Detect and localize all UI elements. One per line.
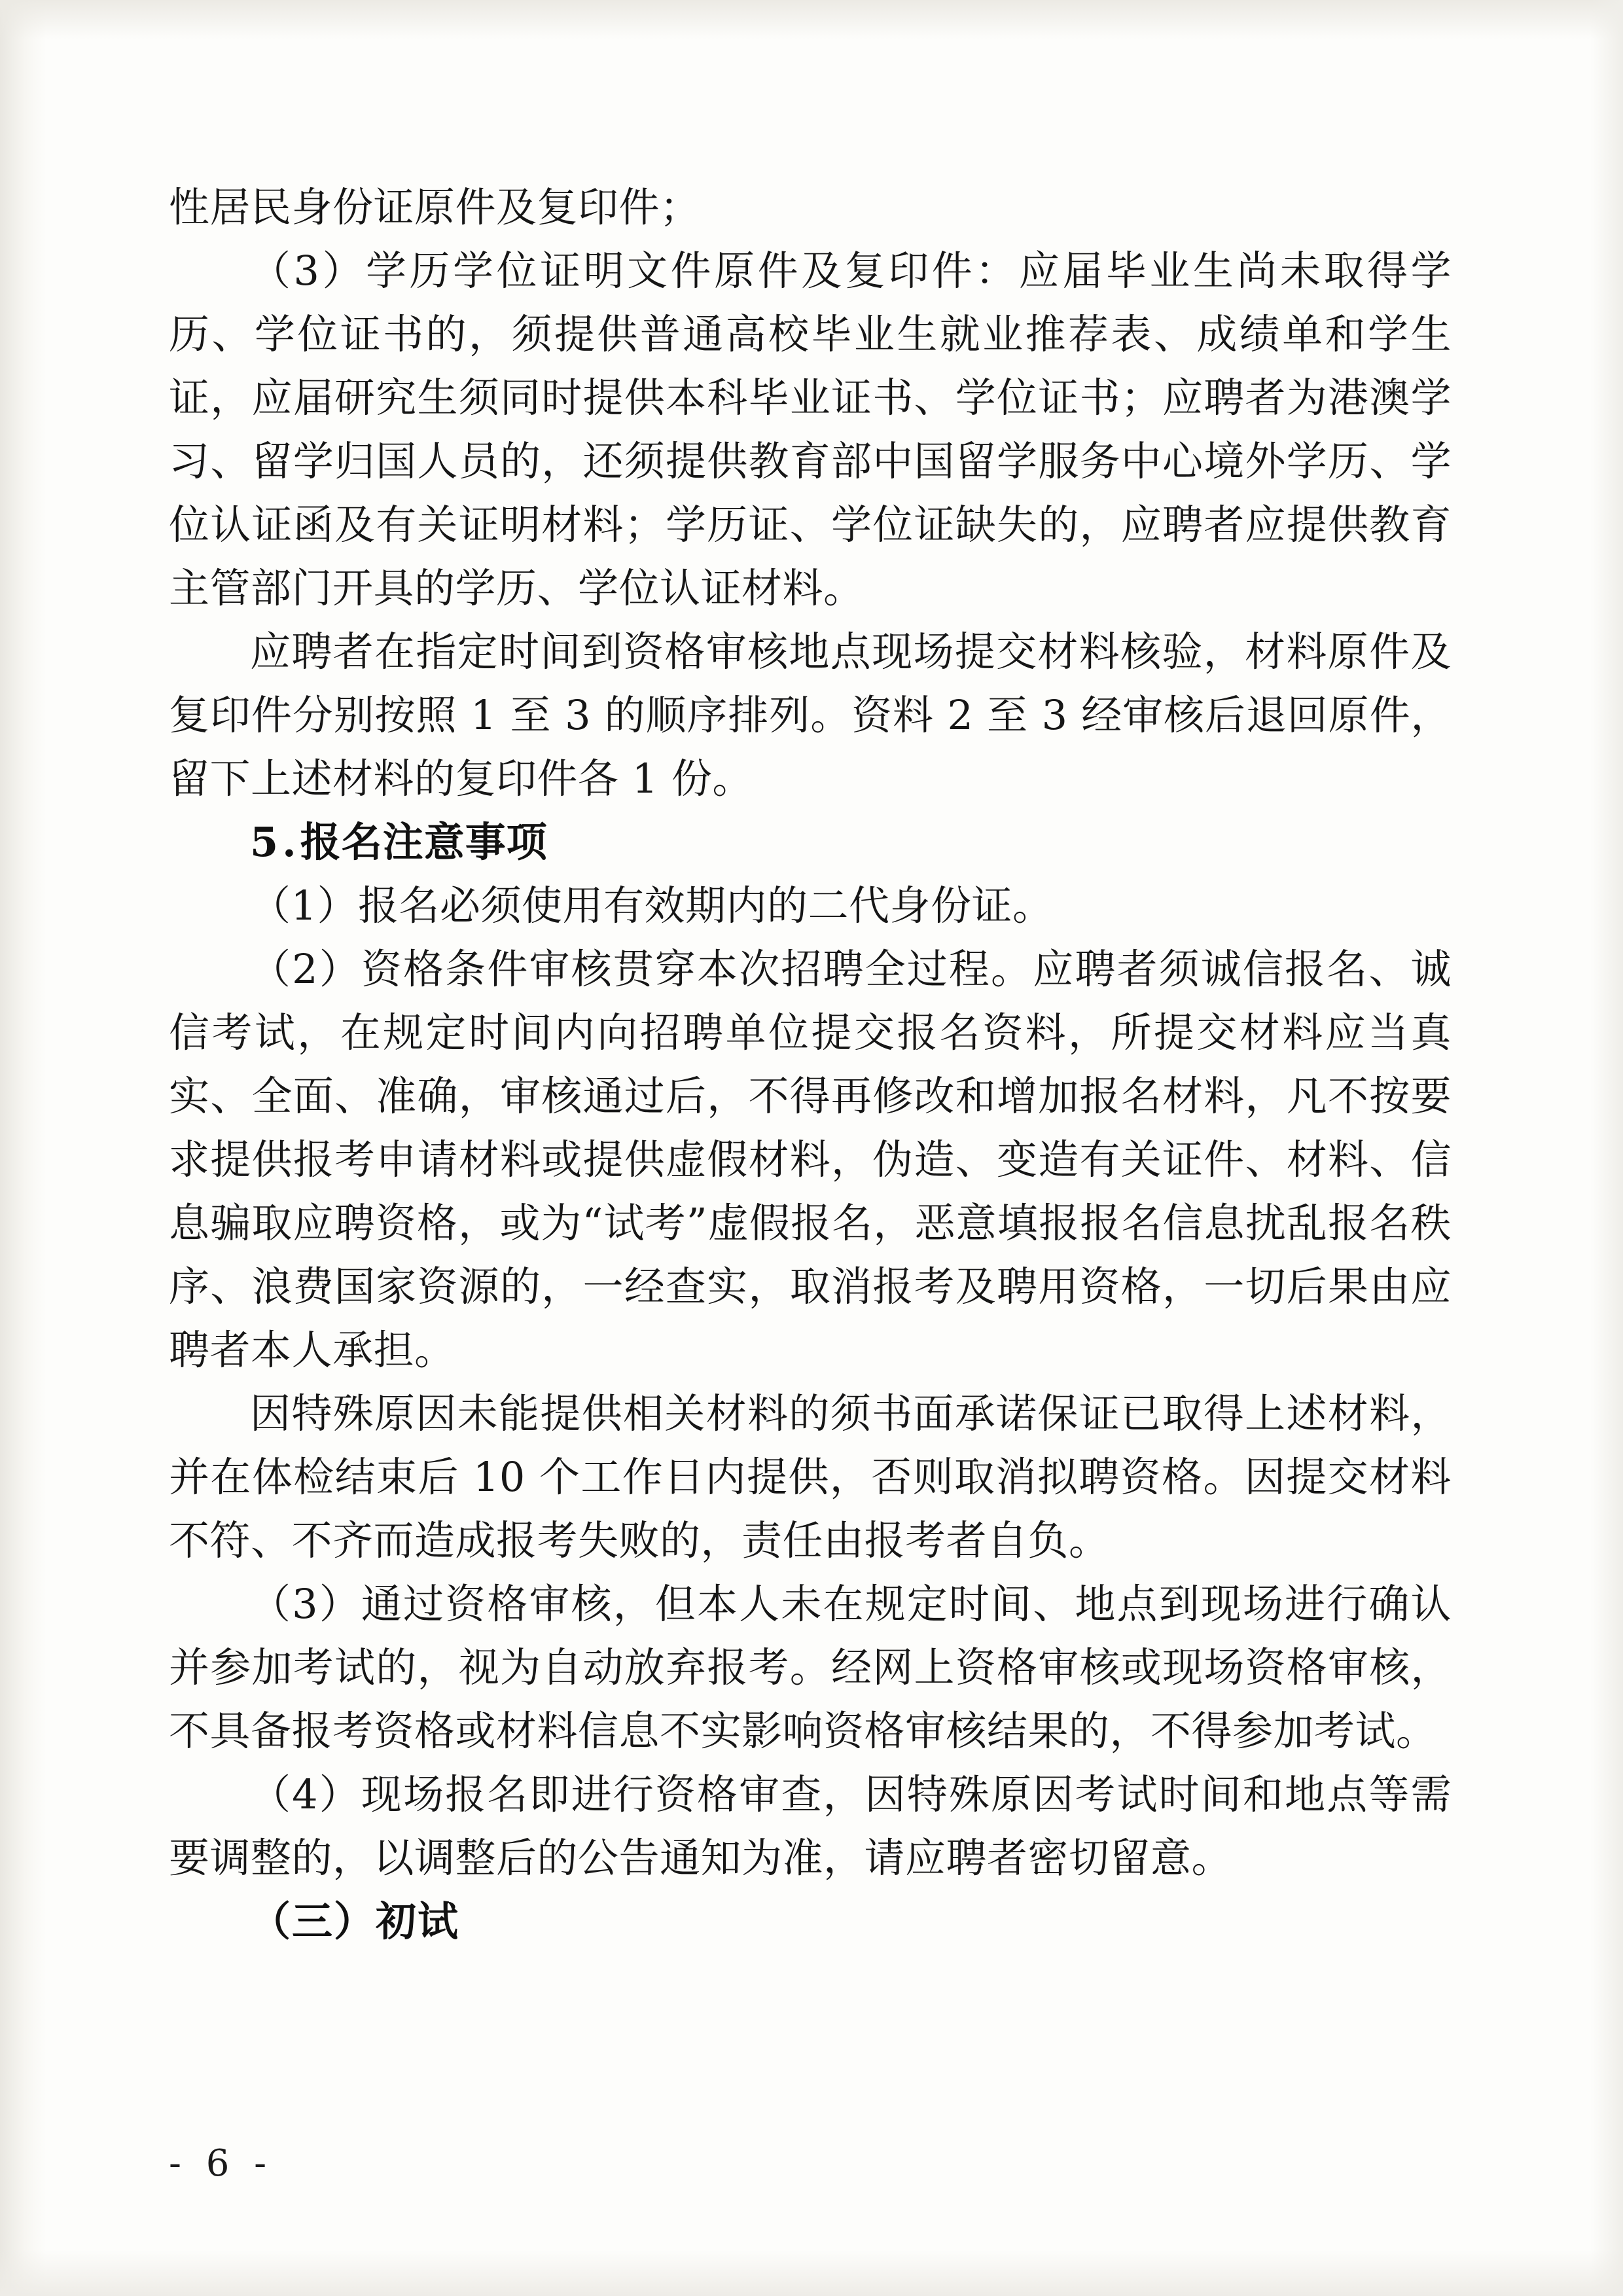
paragraph-note-4: （4）现场报名即进行资格审查，因特殊原因考试时间和地点等需要调整的，以调整后的公告通知为准，请应聘者密切留意。 — [169, 1770, 1452, 1882]
subheading-preliminary-test: （三）初试 — [250, 1897, 460, 1945]
heading-number: 5. — [250, 818, 300, 866]
heading-label: 报名注意事项 — [300, 818, 548, 866]
page-number: - 6 - — [169, 2142, 274, 2185]
paragraph-onsite-submission: 应聘者在指定时间到资格审核地点现场提交材料核验，材料原件及复印件分别按照 1 至 3 的顺序排列。资料 2 至 3 经审核后退回原件，留下上述材料的复印件各 1 份。 — [169, 628, 1452, 802]
scan-edge-right — [1590, 0, 1623, 2296]
scan-edge-top — [0, 0, 1623, 39]
paragraph-note-2: （2）资格条件审核贯穿本次招聘全过程。应聘者须诚信报名、诚信考试，在规定时间内向招聘单位提交报名资料，所提交材料应当真实、全面、准确，审核通过后，不得再修改和增加报名材料，凡不按要求提供报考申请材料或提供虚假材料，伪造、变造有关证件、材料、信息骗取应聘资格，或为“试考”虚假报名，恶意填报报名信息扰乱报名秩序、浪费国家资源的，一经查实，取消报考及聘用资格，一切后果由应聘者本人承担。 — [169, 945, 1452, 1374]
document-body — [169, 175, 1452, 1953]
scan-edge-left — [0, 0, 46, 2296]
paragraph-note-3: （3）通过资格审核，但本人未在规定时间、地点到现场进行确认并参加考试的，视为自动放弃报考。经网上资格审核或现场资格审核，不具备报考资格或材料信息不实影响资格审核结果的，不得参加考试。 — [169, 1580, 1452, 1755]
paragraph-special-reasons: 因特殊原因未能提供相关材料的须书面承诺保证已取得上述材料，并在体检结束后 10 个工作日内提供，否则取消拟聘资格。因提交材料不符、不齐而造成报考失败的，责任由报考者自负。 — [169, 1390, 1452, 1564]
paragraph-note-1: （1）报名必须使用有效期内的二代身份证。 — [250, 882, 1054, 929]
scan-edge-bottom — [0, 2250, 1623, 2296]
paragraph-item-3-credentials: （3）学历学位证明文件原件及复印件：应届毕业生尚未取得学历、学位证书的，须提供普通高校毕业生就业推荐表、成绩单和学生证，应届研究生须同时提供本科毕业证书、学位证书；应聘者为港澳学习、留学归国人员的，还须提供教育部中国留学服务中心境外学历、学位认证函及有关证明材料；学历证、学位证缺失的，应聘者应提供教育主管部门开具的学历、学位认证材料。 — [169, 247, 1452, 612]
paragraph-continuation: 性居民身份证原件及复印件； — [169, 183, 701, 231]
heading-registration-notes — [169, 810, 1452, 874]
